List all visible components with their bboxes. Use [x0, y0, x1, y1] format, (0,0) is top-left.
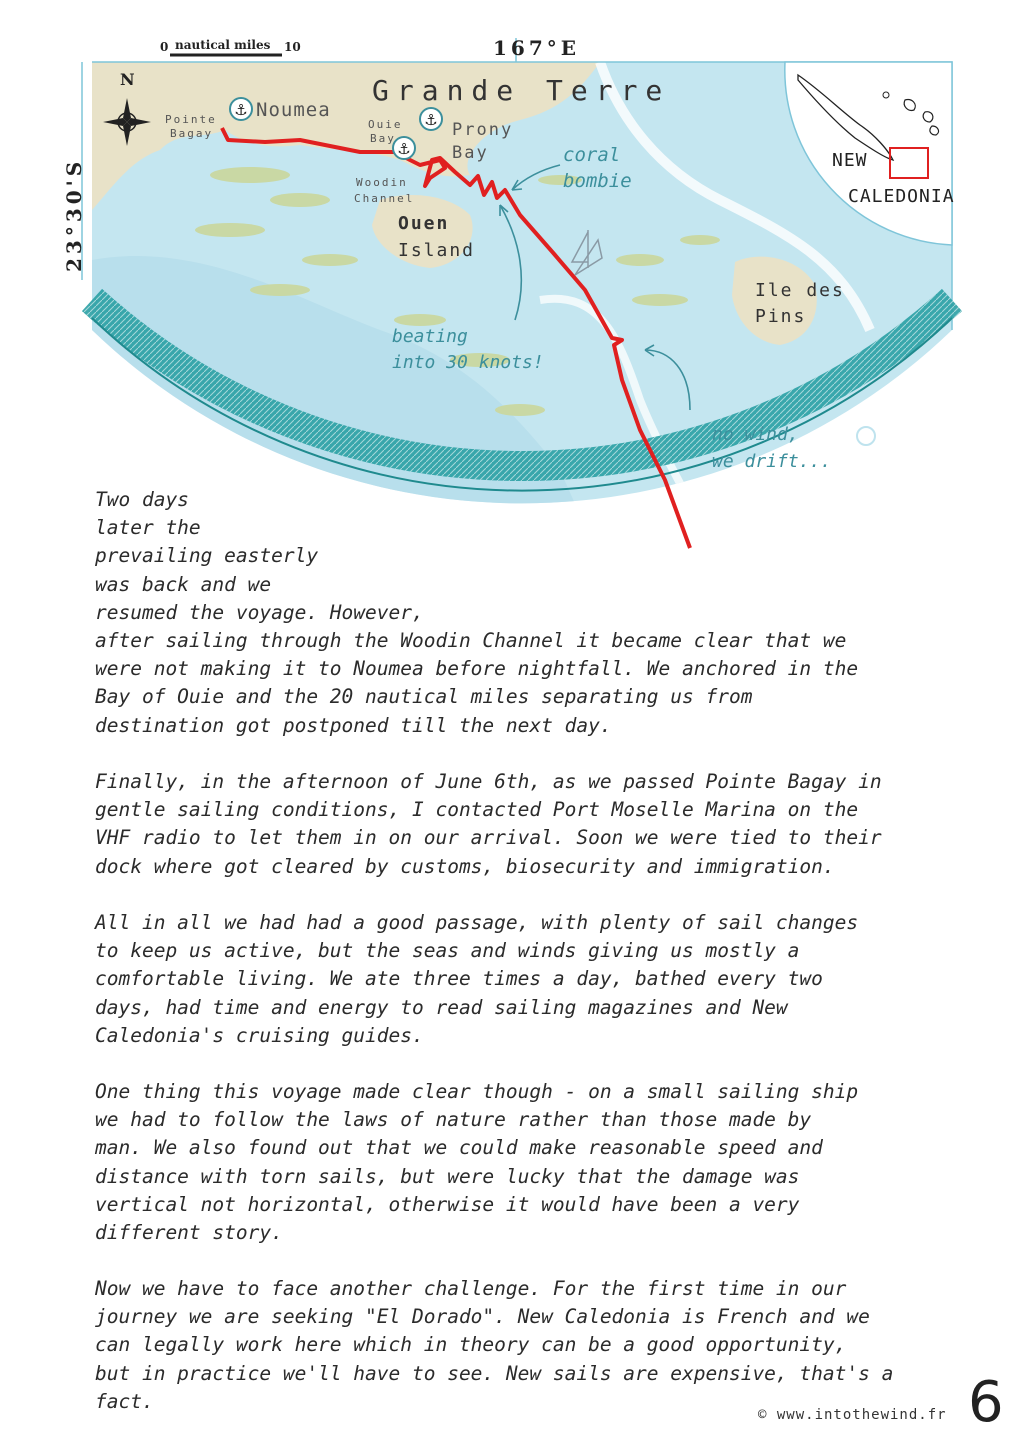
label-ile-des-pins-1: Ile des: [755, 280, 845, 301]
copyright-link[interactable]: © www.intothewind.fr: [758, 1407, 947, 1423]
label-pointe-bagay-1: Pointe: [165, 113, 217, 126]
scale-bar-start: 0: [160, 40, 169, 54]
annotation-no-wind-1: no wind,: [712, 424, 799, 445]
islet: [857, 427, 875, 445]
label-noumea: Noumea: [256, 99, 331, 121]
scale-bar-title: nautical miles: [175, 38, 271, 52]
page-number: 6: [968, 1370, 1004, 1435]
paragraph-5: Now we have to face another challenge. For the first time in our journey we are seeking "El Dorado". New Caledonia is French and we can legally work here which in theory can be a good opportunity, but in practice we'll have to see. New sails are expensive, that's a fact.: [95, 1277, 894, 1413]
label-ouie-bay-2: Bay: [370, 132, 396, 145]
paragraph-3: All in all we had had a good passage, with plenty of sail changes to keep us active, but the seas and winds giving us mostly a comfortable living. We ate three times a day, bathed every two days, had time and energy to read sailing magazines and New Caledonia's cruising guides.: [95, 911, 859, 1047]
annotation-beating-1: beating: [392, 326, 468, 347]
anchor-prony: [420, 108, 442, 130]
latitude-label: 23°30'S: [62, 157, 86, 272]
longitude-label: 167°E: [493, 36, 580, 60]
label-ouen-island-2: Island: [398, 240, 476, 261]
compass-north-label: N: [120, 70, 135, 89]
inset-label-caledonia: CALEDONIA: [848, 186, 955, 207]
label-woodin-channel-2: Channel: [354, 192, 415, 205]
inset-label-new: NEW: [832, 150, 868, 171]
annotation-coral-2: bombie: [563, 170, 632, 192]
paragraph-1-start: Two days later the prevailing easterly was back and we resumed the voyage. However,: [95, 488, 424, 624]
annotation-no-wind-2: we drift...: [712, 451, 832, 472]
label-ouie-bay-1: Ouie: [368, 118, 403, 131]
label-grande-terre: Grande Terre: [372, 74, 671, 107]
label-prony-bay-2: Bay: [452, 143, 489, 163]
svg-text:⚓: ⚓: [397, 140, 411, 158]
svg-text:⚓: ⚓: [234, 101, 248, 119]
label-pointe-bagay-2: Bagay: [170, 127, 214, 140]
annotation-coral-1: coral: [563, 144, 621, 166]
label-ile-des-pins-2: Pins: [755, 306, 807, 327]
svg-text:⚓: ⚓: [424, 111, 438, 129]
label-prony-bay-1: Prony: [452, 120, 514, 140]
anchor-noumea: [230, 98, 252, 120]
scale-bar-end: 10: [284, 40, 301, 54]
paragraph-1-end: after sailing through the Woodin Channel it became clear that we were not making it to Noumea before nightfall. We anchored in the Bay of Ouie and the 20 nautical miles separating us from destination got postponed till the next day.: [95, 629, 859, 737]
anchor-ouie: [393, 137, 415, 159]
label-ouen-island-1: Ouen: [398, 213, 450, 234]
paragraph-4: One thing this voyage made clear though - on a small sailing ship we had to follow the laws of nature rather than those made by man. We also found out that we could make reasonable speed and distance with torn sails, but were lucky that the damage was vertical not horizontal, otherwise it would have been a very different story.: [95, 1080, 859, 1245]
annotation-beating-2: into 30 knots!: [392, 352, 544, 373]
label-woodin-channel-1: Woodin: [356, 176, 408, 189]
paragraph-2: Finally, in the afternoon of June 6th, as we passed Pointe Bagay in gentle sailing conditions, I contacted Port Moselle Marina on the VHF radio to let them in on our arrival. Soon we were tied to their dock where got cleared by customs, biosecurity and immigration.: [95, 770, 882, 878]
